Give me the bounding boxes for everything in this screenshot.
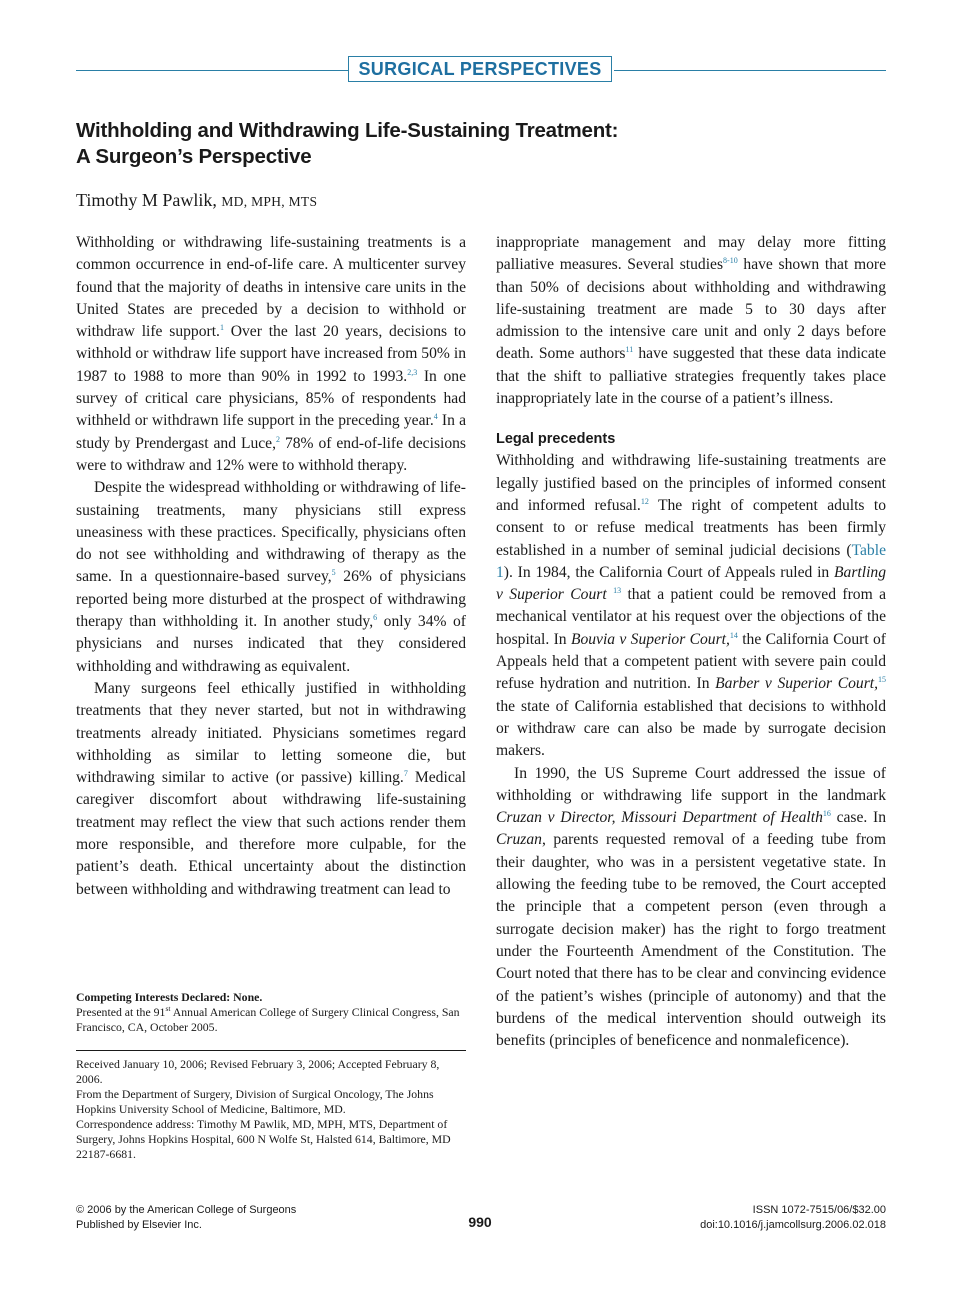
header-rule-right — [614, 70, 886, 71]
table-link[interactable]: Table 1 — [496, 541, 886, 581]
reference-link[interactable]: 8-10 — [723, 256, 738, 266]
footer-right — [700, 1203, 886, 1233]
competing-interests: Competing Interests Declared: None. — [76, 990, 263, 1004]
reference-link[interactable]: 2 — [276, 434, 281, 444]
doi: doi:10.1016/j.jamcollsurg.2006.02.018 — [700, 1219, 886, 1231]
header-rule-left — [76, 70, 348, 71]
reference-link[interactable]: 16 — [822, 809, 831, 819]
article-notes — [76, 990, 466, 1035]
presentation-note: Presented at the 91st Annual American College of Surgery Clinical Congress, San Francisco, CA, October 2005. — [76, 1004, 460, 1034]
right-column — [496, 232, 886, 1052]
correspondence: Correspondence address: Timothy M Pawlik, MD, MPH, MTS, Department of Surgery, Johns Hopkins Hospital, 600 N Wolfe St, Halsted 614, Baltimore, MD 22187-6681. — [76, 1117, 451, 1161]
title-line-1: Withholding and Withdrawing Life-Sustaining Treatment: — [76, 119, 619, 142]
publisher: Published by Elsevier Inc. — [76, 1219, 202, 1231]
paragraph: Withholding and withdrawing life-sustaining treatments are legally justified based on the principles of informed consent and informed refusal.$^{12}$ The right of competent adults to consent to or refuse medical treatments has been firmly established in a number of seminal judicial decisions (Table 1). In 1984, the California Court of Appeals ruled in Bartling v Superior Court $^{13}$ that a patient could be removed from a mechanical ventilator at his request over the objections of the hospital. In Bouvia v Superior Court,$^{14}$ the California Court of Appeals held that a competent patient with severe pain could refuse hydration and nutrition. In Barber v Superior Court,$^{15}$ the state of California established that decisions to withhold or withdraw care can also be made by surrogate decision makers. — [496, 452, 887, 760]
title-line-2: A Surgeon’s Perspective — [76, 145, 312, 168]
reference-link[interactable]: 1 — [219, 323, 224, 333]
article-title — [76, 118, 796, 170]
reference-link[interactable]: 15 — [878, 675, 886, 685]
reference-link[interactable]: 7 — [403, 769, 408, 779]
paragraph: Despite the widespread withholding or withdrawing of life-sustaining treatments, many physicians still express uneasiness with these practices. Specifically, physicians often do not see withholding and withdrawing of therapy as the same. In a questionnaire-based survey,$^5$ 26% of physicians reported being more disturbed at the prospect of withdrawing therapy than withholding it. In another study,$^6$ only 34% of physicians and nurses indicated that they considered withholding and withdrawing as equivalent. — [76, 479, 466, 675]
page-number: 990 — [468, 1214, 492, 1230]
author-name: Timothy M Pawlik, — [76, 190, 217, 210]
paragraph: Many surgeons feel ethically justified in withholding treatments that they never started, but not in withdrawing treatments already initiated. Physicians sometimes regard withholding as similar to letting someone die, but withdrawing similar to active (or passive) killing.$^7$ Medical caregiver discomfort about withdrawing life-sustaining treatment may reflect the view that such actions render them more responsible, and therefore more culpable, for the patient’s death. Ethical uncertainty about the distinction between withholding and withdrawing treatment can lead to — [76, 679, 466, 898]
paragraph: In 1990, the US Supreme Court addressed the issue of withholding or withdrawing life support in the landmark Cruzan v Director, Missouri Department of Health$^{16}$ case. In Cruzan, parents requested removal of a feeding tube from their daughter, who was in a persistent vegetative state. In allowing the feeding tube to be removed, the Court accepted the principle that a competent person (even through a surrogate decision maker) has the right to forgo treatment under the Fourteenth Amendment of the Constitution. The Court noted that there has to be clear and convincing evidence of the patient’s wishes (principle of autonomy) and that the burdens of the medical intervention should outweigh its benefits (principles of beneficence and nonmaleficence). — [496, 764, 886, 1050]
paragraph: Withholding or withdrawing life-sustaining treatments is a common occurrence in end-of-life care. A multicenter survey found that the majority of deaths in intensive care units in the United States are preceded by a decision to withhold or withdraw life support.$^1$ Over the last 20 years, decisions to withhold or withdraw life support have increased from 50% in 1987 to 1988 to more than 90% in 1992 to 1993.$^{2,3}$ In one survey of critical care physicians, 85% of respondents had withheld or withdrawn life support in the preceding year.$^4$ In a study by Prendergast and Luce,$^2$ 78% of end-of-life decisions were to withdraw and 12% were to withhold therapy. — [76, 234, 467, 474]
copyright: © 2006 by the American College of Surgeons — [76, 1204, 297, 1216]
reference-link[interactable]: 6 — [373, 613, 378, 623]
section-heading: Legal precedents — [496, 431, 616, 448]
article-metadata — [76, 1050, 466, 1162]
reference-link[interactable]: 11 — [625, 345, 634, 355]
issn: ISSN 1072-7515/06/$32.00 — [752, 1204, 886, 1216]
author-byline — [76, 190, 317, 211]
reference-link[interactable]: 2,3 — [407, 367, 418, 377]
paragraph: inappropriate management and may delay more fitting palliative measures. Several studies$^{8-10}$ have shown that more than 50% of decisions about withholding and withdrawing life-sustaining treatment are made 5 to 30 days after admission to the intensive care unit and only 2 days before death. Some authors$^{11}$ have suggested that these data indicate that the shift to palliative strategies frequently takes place inappropriately late in the course of a patient’s illness. — [496, 234, 887, 408]
reference-link[interactable]: 13 — [613, 586, 622, 596]
section-label: SURGICAL PERSPECTIVES — [348, 56, 612, 82]
footer-left — [76, 1203, 296, 1233]
author-degrees: MD, MPH, MTS — [221, 194, 318, 209]
received-dates: Received January 10, 2006; Revised February 3, 2006; Accepted February 8, 2006. — [76, 1057, 440, 1086]
reference-link[interactable]: 12 — [640, 496, 649, 506]
affiliation: From the Department of Surgery, Division of Surgical Oncology, The Johns Hopkins University School of Medicine, Baltimore, MD. — [76, 1087, 434, 1116]
reference-link[interactable]: 14 — [729, 630, 738, 640]
reference-link[interactable]: 4 — [433, 412, 438, 422]
reference-link[interactable]: 5 — [331, 568, 336, 578]
notes-divider — [76, 1050, 466, 1051]
left-column — [76, 232, 466, 901]
